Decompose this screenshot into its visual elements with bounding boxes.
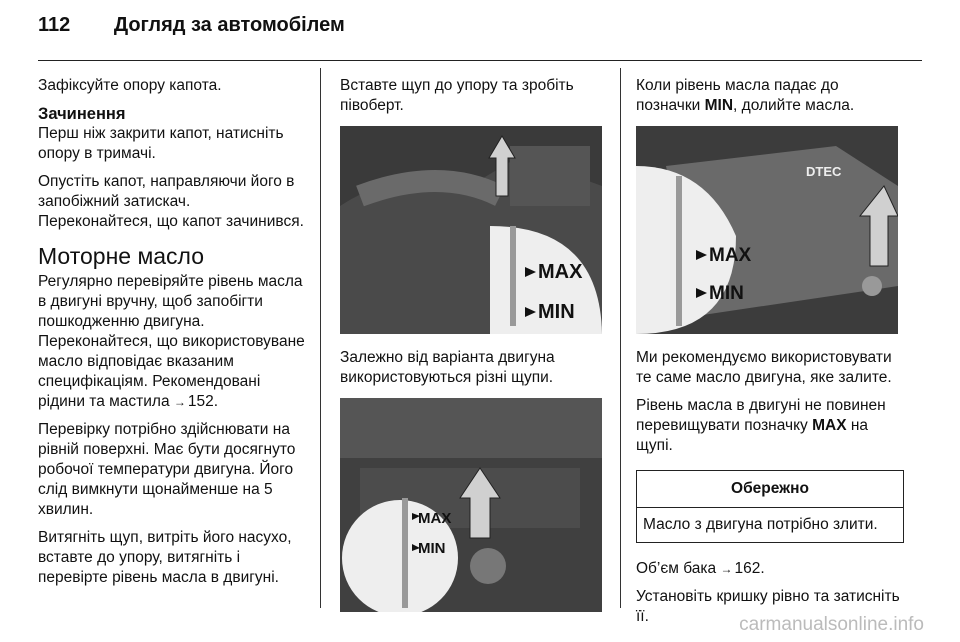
engine-figure xyxy=(636,126,898,334)
paragraph: Перевірку потрібно здійснювати на рівній поверхні. Має бути досягнуто робочої температури двигуна. Його слід вимкнути щонайменше на 5 хвилин. xyxy=(38,421,296,518)
paragraph: Перш ніж закрити капот, натисніть опору в тримачі. xyxy=(38,125,284,162)
column-divider xyxy=(620,68,621,608)
paragraph: Об’єм бака → 162. xyxy=(636,559,904,579)
paragraph: Зафіксуйте опору капота. xyxy=(38,77,222,94)
page-title: Догляд за автомобілем xyxy=(113,14,345,36)
paragraph: Регулярно перевіряйте рівень масла в двигуні вручну, щоб запобігти пошкодженню двигуна. Переконайтеся, що використовуване масло відповідає вказаним специфікаціям. Рекомендовані рідини та мастила → 152. xyxy=(38,272,306,412)
page-number: 112 xyxy=(38,14,71,36)
watermark: carmanualsonline.info xyxy=(739,614,924,635)
header-rule xyxy=(38,60,922,61)
page-reference[interactable]: → 162. xyxy=(720,560,764,577)
min-label: MIN xyxy=(538,301,575,323)
caution-body: Масло з двигуна потрібно злити. xyxy=(643,516,878,533)
section-heading-oil: Моторне масло xyxy=(38,243,205,269)
max-label: MAX xyxy=(709,245,752,266)
section-heading-latch: Зачинення xyxy=(38,105,126,123)
paragraph: Коли рівень масла падає до позначки MIN, долийте масла. xyxy=(636,77,855,114)
dipstick-figure-1 xyxy=(340,126,602,334)
dipstick-figure-2 xyxy=(340,398,602,612)
paragraph: Рівень масла в двигуні не повинен перевищувати позначку MAX на щупі. xyxy=(636,397,886,454)
page-header xyxy=(38,14,345,37)
paragraph: Витягніть щуп, витріть його насухо, вставте до упору, витягніть і перевірте рівень масла в двигуні. xyxy=(38,529,292,586)
max-label: MAX xyxy=(418,510,452,527)
caution-title: Обережно xyxy=(637,471,903,508)
paragraph: Ми рекомендуємо використовувати те саме масло двигуна, яке залите. xyxy=(636,349,892,386)
column-1 xyxy=(38,76,306,596)
page-reference[interactable]: → 152. xyxy=(174,393,218,410)
max-label: MAX xyxy=(538,261,583,283)
paragraph: Вставте щуп до упору та зробіть півоберт. xyxy=(340,77,574,114)
column-3 xyxy=(636,76,904,635)
engine-badge: DTEC xyxy=(806,164,842,179)
paragraph: Установіть кришку рівно та затисніть її. xyxy=(636,588,900,625)
min-label: MIN xyxy=(709,283,744,304)
paragraph: Залежно від варіанта двигуна використовуються різні щупи. xyxy=(340,349,555,386)
caution-box xyxy=(636,470,904,543)
column-divider xyxy=(320,68,321,608)
min-label: MIN xyxy=(418,540,446,557)
column-2 xyxy=(340,76,602,626)
paragraph: Опустіть капот, направляючи його в запобіжний затискач. Переконайтеся, що капот зачинився. xyxy=(38,173,304,230)
